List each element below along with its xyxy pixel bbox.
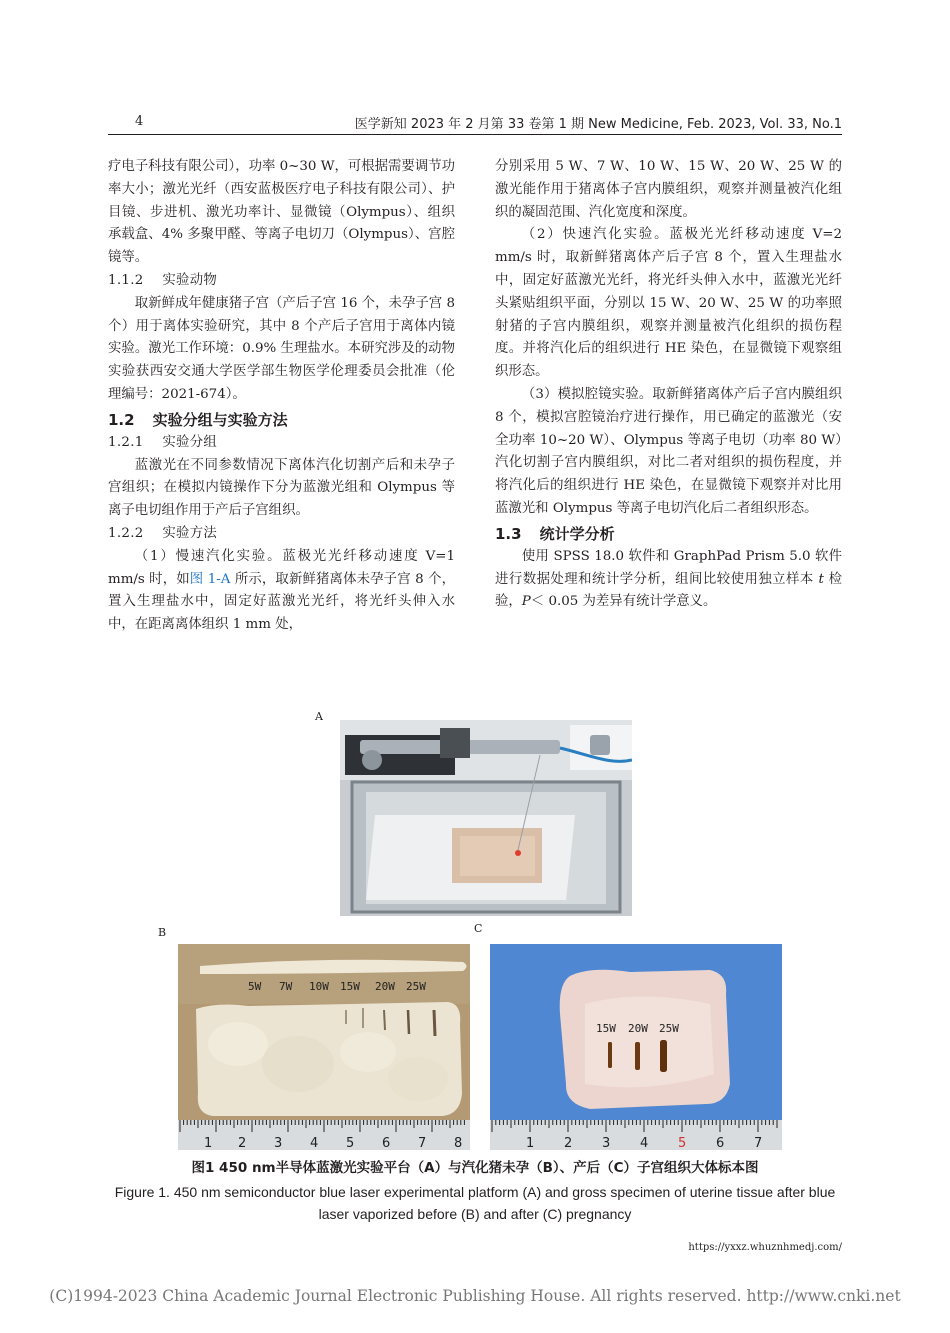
page-number: 4 (135, 114, 144, 129)
ruler-label: 1 (204, 1136, 213, 1150)
ruler-label: 4 (640, 1136, 649, 1150)
italic-p: P (521, 594, 531, 610)
vaporization-mark (608, 1042, 612, 1068)
section-title: 统计学分析 (539, 524, 615, 543)
paragraph: （2）快速汽化实验。蓝极光光纤移动速度 V=2 mm/s 时，取新鲜猪离体产后子宫 8 个，置入生理盐水中，固定好蓝激光光纤，将光纤头伸入水中，蓝激光光纤头紧贴组织平面，分别以 15 W、20 W、25 W 的功率照射猪的子宫内膜组织，观察并测量被汽化组织的损伤程度。并将汽化后的组织进行 HE 染色，在显微镜下观察组织形态。 (495, 227, 842, 380)
paragraph: 分别采用 5 W、7 W、10 W、15 W、20 W、25 W 的激光能作用于猪离体子宫内膜组织，观察并测量被汽化组织的凝固范围、汽化宽度和深度。 (495, 159, 842, 220)
power-label-15w: 15W (340, 980, 360, 993)
power-label-7w: 7W (279, 980, 293, 993)
panel-label-c: C (474, 922, 483, 935)
section-heading-1-2 (108, 408, 455, 432)
section-heading-1-3 (495, 522, 842, 546)
ruler-label: 2 (564, 1136, 573, 1150)
subsection-heading-1-2-2 (108, 523, 455, 546)
paragraph: 取新鲜成年健康猪子宫（产后子宫 16 个，未孕子宫 8 个）用于离体实验研究，其中 8 个产后子宫用于离体内镜实验。激光工作环境：0.9% 生理盐水。本研究涉及的动物实验获西安交通大学医学部生物医学伦理委员会批准（伦理编号：2021-674）。 (108, 295, 455, 402)
ruler-label: 1 (526, 1136, 535, 1150)
figure-panel-a-photo (340, 720, 632, 916)
ruler-label: 8 (454, 1136, 463, 1150)
text-run: 检验， (495, 571, 842, 610)
section-number: 1.3 (495, 524, 522, 543)
ruler-label: 4 (310, 1136, 319, 1150)
subsection-heading-1-2-1 (108, 432, 455, 455)
vaporization-mark (660, 1040, 667, 1072)
ruler-label: 2 (238, 1136, 247, 1150)
left-column (108, 156, 455, 637)
power-label-25w: 25W (659, 1022, 679, 1035)
ruler-label: 7 (418, 1136, 427, 1150)
ruler-label: 5 (678, 1136, 687, 1150)
ruler-label: 5 (346, 1136, 355, 1150)
text-run: 使用 SPSS 18.0 软件和 GraphPad Prism 5.0 软件进行数据处理和统计学分析，组间比较使用独立样本 (495, 548, 842, 587)
ruler-label: 6 (716, 1136, 725, 1150)
text-run: 所示，取新鲜猪离体未孕子宫 8 个，置入生理盐水中，固定好蓝激光光纤，将光纤头伸入水中，在距离离体组织 1 mm 处， (108, 571, 455, 633)
section-title: 实验动物 (162, 272, 218, 288)
copyright-notice: (C)1994-2023 China Academic Journal Electronic Publishing House. All rights reserved. http://www.cnki.net (49, 1287, 901, 1305)
text-run: ＜ 0.05 为差异有统计学意义。 (530, 594, 717, 610)
paragraph: （3）模拟腔镜实验。取新鲜猪离体产后子宫内膜组织 8 个，模拟宫腔镜治疗进行操作，用已确定的蓝激光（安全功率 10~20 W）、Olympus 等离子电切（功率 80 W）汽化切割子宫内膜组织，对比二者对组织的损伤程度，并将汽化后的组织进行 HE 染色，在显微镜下观察并对比用蓝激光和 Olympus 等离子电切汽化后二者组织形态。 (495, 386, 842, 516)
figure-panel-c-photo (490, 944, 782, 1150)
figure-caption-english: Figure 1. 450 nm semiconductor blue laser experimental platform (A) and gross specimen of uterine tissue after blue laser vaporized before (B) and after (C) pregnancy (114, 1184, 836, 1222)
power-label-10w: 10W (309, 980, 329, 993)
section-number: 1.2.2 (108, 525, 144, 541)
power-label-20w: 20W (628, 1022, 648, 1035)
section-number: 1.2.1 (108, 434, 144, 450)
subsection-heading-1-1-2 (108, 270, 455, 293)
power-label-5w: 5W (248, 980, 262, 993)
power-label-20w: 20W (375, 980, 395, 993)
journal-url[interactable]: https://yxxz.whuznhmedj.com/ (688, 1242, 842, 1253)
section-title: 实验方法 (162, 525, 218, 541)
figure-link[interactable]: 图 1-A (189, 571, 231, 587)
figure-panel-b-photo (178, 944, 470, 1150)
section-number: 1.2 (108, 410, 135, 429)
ruler-label: 3 (602, 1136, 611, 1150)
section-title: 实验分组与实验方法 (152, 410, 288, 429)
section-number: 1.1.2 (108, 272, 144, 288)
vaporization-mark (434, 1010, 435, 1036)
panel-label-a: A (315, 710, 323, 723)
italic-t: t (818, 571, 824, 587)
section-title: 实验分组 (162, 434, 218, 450)
paragraph (108, 546, 455, 637)
vaporization-mark (635, 1042, 640, 1070)
ruler-label: 7 (754, 1136, 763, 1150)
power-label-15w: 15W (596, 1022, 616, 1035)
paragraph: 蓝激光在不同参数情况下离体汽化切割产后和未孕子宫组织；在模拟内镜操作下分为蓝激光组和 Olympus 等离子电切组作用于产后子宫组织。 (108, 457, 455, 519)
paragraph (495, 546, 842, 614)
power-label-25w: 25W (406, 980, 426, 993)
running-header: 医学新知 2023 年 2 月第 33 卷第 1 期 New Medicine, Feb. 2023, Vol. 33, No.1 (354, 117, 842, 132)
vaporization-mark (384, 1010, 385, 1030)
ruler-label: 6 (382, 1136, 391, 1150)
right-column (495, 156, 842, 614)
vaporization-mark (408, 1010, 409, 1034)
panel-label-b: B (158, 926, 167, 939)
header-rule (108, 134, 842, 135)
text-run: （1）慢速汽化实验。蓝极光光纤移动速度 V=1 mm/s 时，如 (108, 548, 455, 587)
ruler-label: 3 (274, 1136, 283, 1150)
figure-caption-chinese: 图1 450 nm半导体蓝激光实验平台（A）与汽化猪未孕（B）、产后（C）子宫组织大体标本图 (191, 1160, 759, 1176)
paragraph: 疗电子科技有限公司），功率 0~30 W，可根据需要调节功率大小；激光光纤（西安蓝极医疗电子科技有限公司）、护目镜、步进机、激光功率计、显微镜（Olympus）、组织承载盒、4% 多聚甲醛、等离子电切刀（Olympus）、宫腔镜等。 (108, 159, 455, 266)
